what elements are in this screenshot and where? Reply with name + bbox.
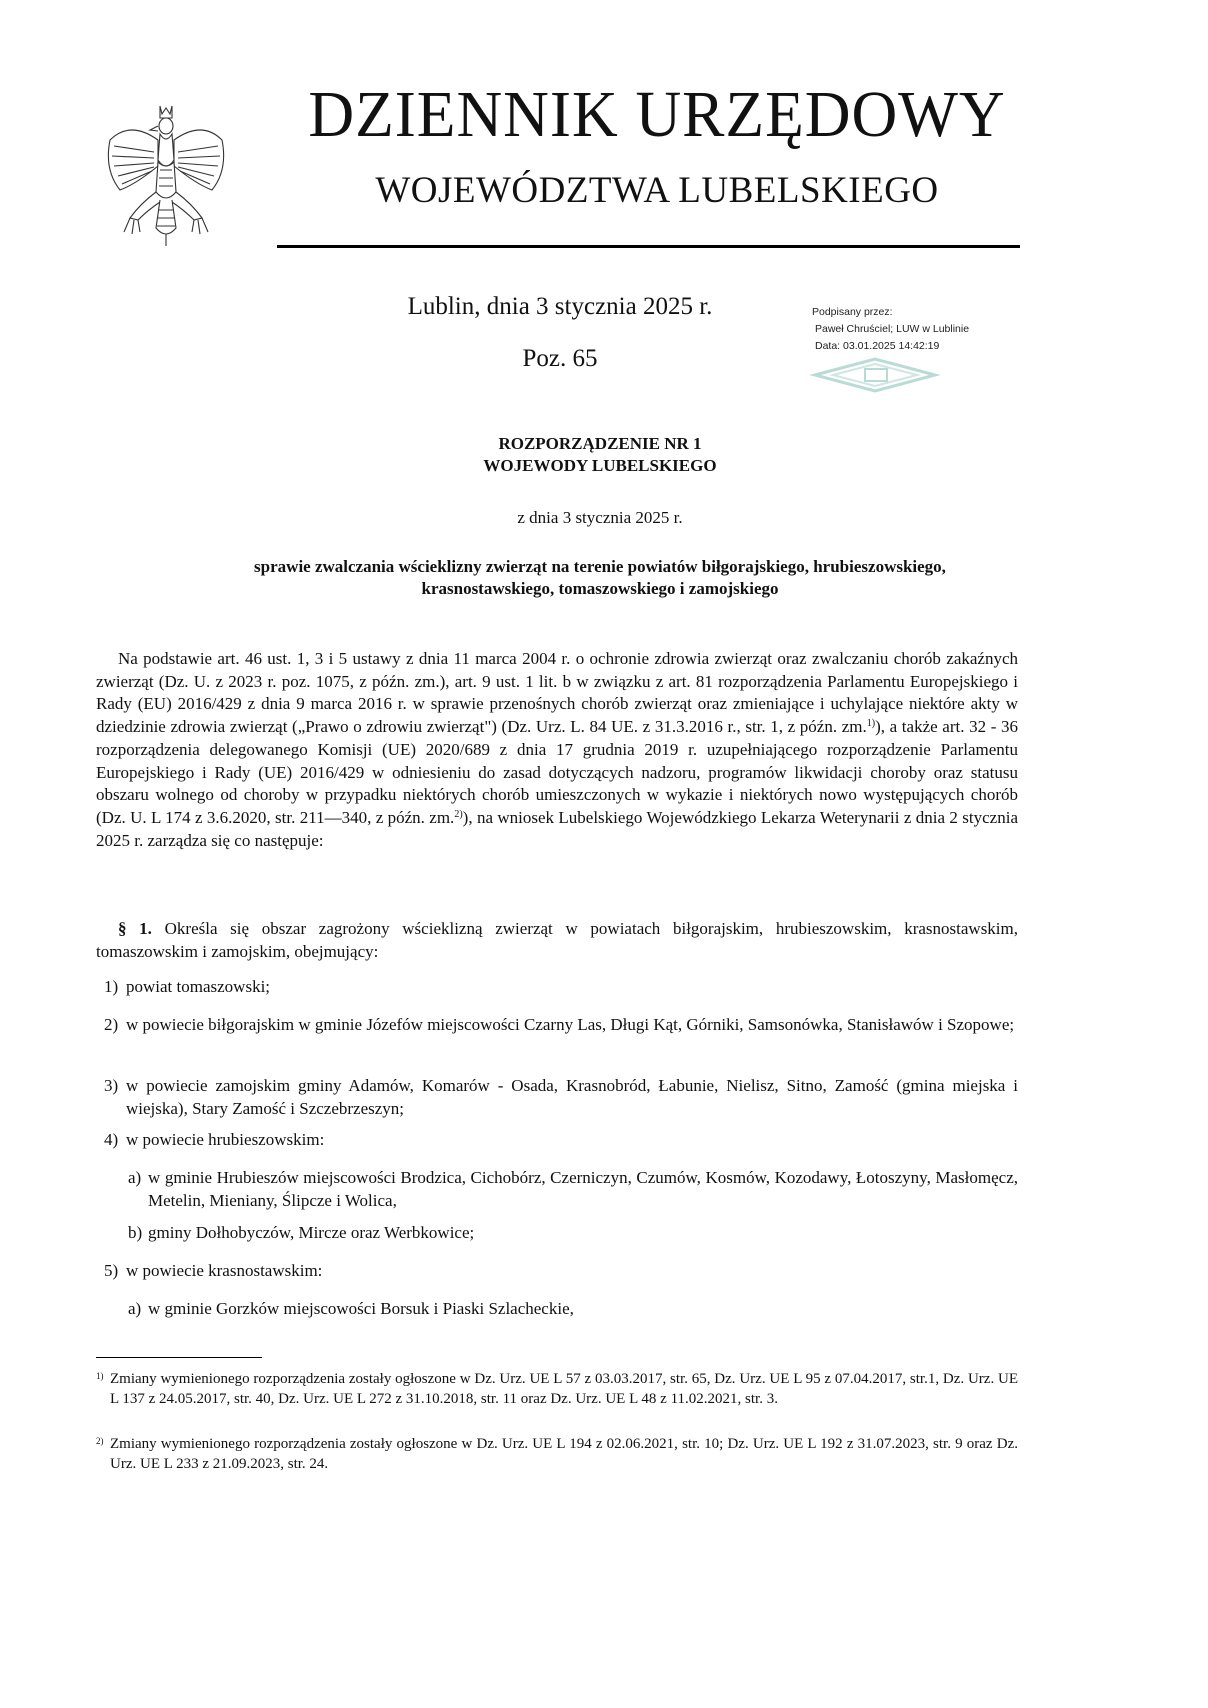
- list-item-number: a): [128, 1299, 142, 1318]
- list-item-text: w gminie Hrubieszów miejscowości Brodzica, Cichobórz, Czerniczyn, Czumów, Kosmów, Kozodawy, Łotoszyny, Masłomęcz, Metelin, Mieniany, Ślipcze i Wolica,: [148, 1168, 1018, 1210]
- polish-eagle-emblem-icon: [100, 100, 232, 250]
- masthead-divider: [277, 245, 1020, 248]
- act-date: z dnia 3 stycznia 2025 r.: [517, 508, 683, 527]
- preamble-part2: ), a także art. 32 - 36 rozporządzenia delegowanego Komisji (UE) 2020/689 z dnia 17 grudnia 2019 r. uzupełniającego rozporządzenie Parlamentu Europejskiego i Rady (UE) 2016/429 w odniesieniu do zasad dotyczących nadzoru, programów likwidacji choroby oraz statusu obszaru wolnego od choroby w przypadku niektórych chorób umieszczonych w wykazie i niektórych nowo występujących chorób (Dz. U. L 174 z 3.6.2020, str. 211—340, z późn. zm.: [96, 717, 1018, 827]
- list-item: [96, 976, 1018, 999]
- footnote-mark: 2): [96, 1436, 104, 1446]
- footnote-text: Zmiany wymienionego rozporządzenia zostały ogłoszone w Dz. Urz. UE L 194 z 02.06.2021, str. 10; Dz. Urz. UE L 192 z 31.07.2023, str. 9 oraz Dz. Urz. UE L 233 z 21.09.2023, str. 24.: [110, 1436, 1018, 1472]
- section-1-paragraph: [96, 918, 1018, 963]
- publication-position: Poz. 65: [522, 345, 598, 372]
- list-item-text: w powiecie zamojskim gminy Adamów, Komarów - Osada, Krasnobród, Łabunie, Nielisz, Sitno, Zamość (gmina miejska i wiejska), Stary Zamość i Szczebrzeszyn;: [126, 1076, 1018, 1118]
- signature-label: Podpisany przez:: [812, 306, 893, 318]
- act-subject-line2: krasnostawskiego, tomaszowskiego i zamojskiego: [421, 579, 779, 598]
- list-item-text: w gminie Gorzków miejscowości Borsuk i Piaski Szlacheckie,: [148, 1299, 574, 1318]
- list-item: [96, 1129, 1018, 1152]
- act-title-line1: ROZPORZĄDZENIE NR 1: [498, 434, 702, 453]
- signature-stamp-icon: [805, 355, 945, 395]
- list-item-number: 4): [104, 1130, 119, 1149]
- signature-signer: Paweł Chruściel; LUW w Lublinie: [815, 323, 970, 335]
- list-item: [96, 1260, 1018, 1283]
- footnote-ref-2[interactable]: 2): [454, 808, 463, 820]
- list-item-number: 1): [104, 977, 119, 996]
- section-1-text: Określa się obszar zagrożony wścieklizną zwierząt w powiatach biłgorajskim, hrubieszowskim, krasnostawskim, tomaszowskim i zamojskim, obejmujący:: [96, 919, 1018, 961]
- footnote-text: Zmiany wymienionego rozporządzenia zostały ogłoszone w Dz. Urz. UE L 57 z 03.03.2017, str. 65, Dz. Urz. UE L 95 z 07.04.2017, str.1, Dz. Urz. UE L 137 z 24.05.2017, str. 40, Dz. Urz. UE L 272 z 31.10.2018, str. 11 oraz Dz. Urz. UE L 48 z 11.02.2021, str. 3.: [110, 1371, 1018, 1407]
- act-subject-line1: sprawie zwalczania wścieklizny zwierząt na terenie powiatów biłgorajskiego, hrubieszowskiego,: [254, 557, 946, 576]
- list-item-number: a): [128, 1168, 142, 1187]
- list-item-number: 5): [104, 1261, 119, 1280]
- footnote-ref-1[interactable]: 1): [866, 718, 876, 730]
- footnote-2: [96, 1435, 1018, 1474]
- list-item-number: 3): [104, 1076, 119, 1095]
- publication-date: Lublin, dnia 3 stycznia 2025 r.: [407, 293, 713, 320]
- signature-date: Data: 03.01.2025 14:42:19: [815, 340, 940, 352]
- preamble-paragraph: [96, 648, 1018, 852]
- list-item-number: b): [128, 1223, 143, 1242]
- list-item-text: w powiecie hrubieszowskim:: [126, 1130, 325, 1149]
- footnote-divider: [96, 1357, 262, 1358]
- list-subitem: [96, 1167, 1018, 1212]
- list-item-text: w powiecie biłgorajskim w gminie Józefów miejscowości Czarny Las, Długi Kąt, Górniki, Samsonówka, Stanisławów i Szopowe;: [126, 1015, 1015, 1034]
- preamble-part1: Na podstawie art. 46 ust. 1, 3 i 5 ustawy z dnia 11 marca 2004 r. o ochronie zdrowia zwierząt oraz zwalczaniu chorób zakaźnych zwierząt (Dz. U. z 2023 r. poz. 1075, z późn. zm.), art. 9 ust. 1 lit. b w związku z art. 81 rozporządzenia Parlamentu Europejskiego i Rady (EU) 2016/429 z dnia 9 marca 2016 r. w sprawie przenośnych chorób zwierząt oraz zmieniające i uchylające niektóre akty w dziedzinie zdrowia zwierząt („Prawo o zdrowiu zwierząt") (Dz. Urz. L. 84 UE. z 31.3.2016 r., str. 1, z późn. zm.: [96, 649, 1018, 737]
- footnote-1: [96, 1370, 1018, 1409]
- list-subitem: [96, 1222, 1018, 1245]
- act-subject: [110, 556, 1090, 600]
- act-title: [150, 433, 1050, 477]
- list-item-text: powiat tomaszowski;: [126, 977, 271, 996]
- preamble-part3: ), na wniosek Lubelskiego Wojewódzkiego Lekarza Weterynarii z dnia 2 stycznia 2025 r. zarządza się co następuje:: [96, 807, 1018, 850]
- list-subitem: [96, 1298, 1018, 1321]
- masthead-title: DZIENNIK URZĘDOWY: [308, 78, 1006, 151]
- act-title-line2: WOJEWODY LUBELSKIEGO: [483, 456, 717, 475]
- section-mark: § 1.: [118, 919, 152, 938]
- list-item-number: 2): [104, 1015, 119, 1034]
- list-item: [96, 1014, 1018, 1037]
- digital-signature-block: [812, 304, 1012, 355]
- masthead-subtitle: WOJEWÓDZTWA LUBELSKIEGO: [375, 170, 939, 211]
- list-item-text: gminy Dołhobyczów, Mircze oraz Werbkowice;: [148, 1223, 475, 1242]
- list-item: [96, 1075, 1018, 1120]
- list-item-text: w powiecie krasnostawskim:: [126, 1261, 323, 1280]
- footnote-mark: 1): [96, 1371, 104, 1381]
